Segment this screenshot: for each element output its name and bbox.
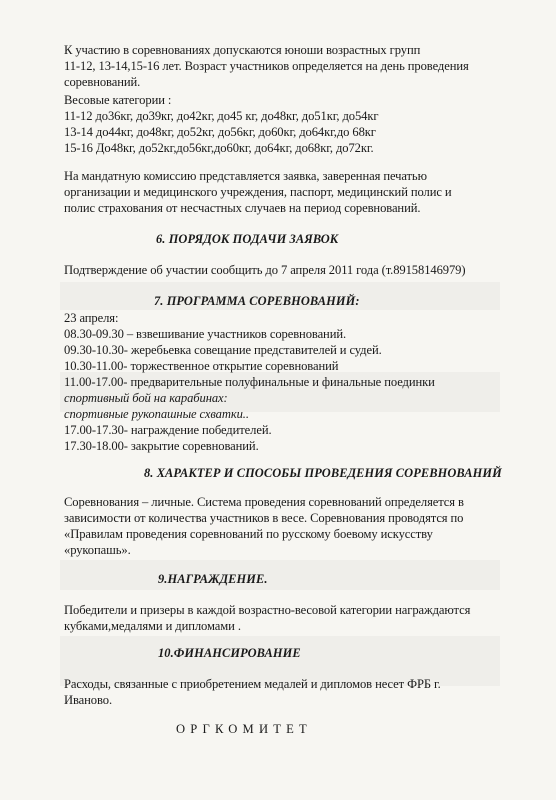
program-sub-item: спортивный бой на карабинах: [64,391,228,405]
section-6-heading: 6. ПОРЯДОК ПОДАЧИ ЗАЯВОК [156,232,339,246]
program-sub-item: спортивные рукопашные схватки.. [64,407,249,421]
section-8-line: зависимости от количества участников в весе. Соревнования проводятся по [64,511,464,525]
section-6-text: Подтверждение об участии сообщить до 7 апреля 2011 года (т.89158146979) [64,263,466,277]
organizing-committee-signature: ОРГКОМИТЕТ [176,722,312,736]
section-8-heading: 8. ХАРАКТЕР И СПОСОБЫ ПРОВЕДЕНИЯ СОРЕВНОВАНИЙ [144,466,502,480]
weight-category-line: 11-12 до36кг, до39кг, до42кг, до45 кг, до48кг, до51кг, до54кг [64,109,379,123]
section-8-line: Соревнования – личные. Система проведения соревнований определяется в [64,495,464,509]
commission-line: На мандатную комиссию представляется заявка, заверенная печатью [64,169,427,183]
section-9-heading: 9.НАГРАЖДЕНИЕ. [158,572,268,586]
program-item: 17.00-17.30- награждение победителей. [64,423,272,437]
section-9-line: кубками,медалями и дипломами . [64,619,241,633]
section-10-line: Иваново. [64,693,113,707]
section-10-line: Расходы, связанные с приобретением медалей и дипломов несет ФРБ г. [64,677,441,691]
bleed-through-area [60,560,500,590]
section-10-heading: 10.ФИНАНСИРОВАНИЕ [158,646,301,660]
section-8-line: «рукопашь». [64,543,131,557]
program-item: 10.30-11.00- торжественное открытие соревнований [64,359,339,373]
section-9-line: Победители и призеры в каждой возрастно-весовой категории награждаются [64,603,471,617]
program-date: 23 апреля: [64,311,119,325]
program-item: 08.30-09.30 – взвешивание участников соревнований. [64,327,347,341]
section-7-heading: 7. ПРОГРАММА СОРЕВНОВАНИЙ: [154,294,360,308]
weight-categories-title: Весовые категории : [64,93,172,107]
weight-category-line: 13-14 до44кг, до48кг, до52кг, до56кг, до60кг, до64кг,до 68кг [64,125,376,139]
program-item: 17.30-18.00- закрытие соревнований. [64,439,259,453]
admission-line: соревнований. [64,75,141,89]
weight-category-line: 15-16 До48кг, до52кг,до56кг,до60кг, до64кг, до68кг, до72кг. [64,141,374,155]
commission-line: полис страхования от несчастных случаев на период соревнований. [64,201,421,215]
program-item: 11.00-17.00- предварительные полуфинальные и финальные поединки [64,375,435,389]
admission-line: 11-12, 13-14,15-16 лет. Возраст участников определяется на день проведения [64,59,469,73]
program-item: 09.30-10.30- жеребьевка совещание представителей и судей. [64,343,382,357]
admission-line: К участию в соревнованиях допускаются юноши возрастных групп [64,43,421,57]
section-8-line: «Правилам проведения соревнований по русскому боевому искусству [64,527,433,541]
commission-line: организации и медицинского учреждения, паспорт, медицинский полис и [64,185,452,199]
